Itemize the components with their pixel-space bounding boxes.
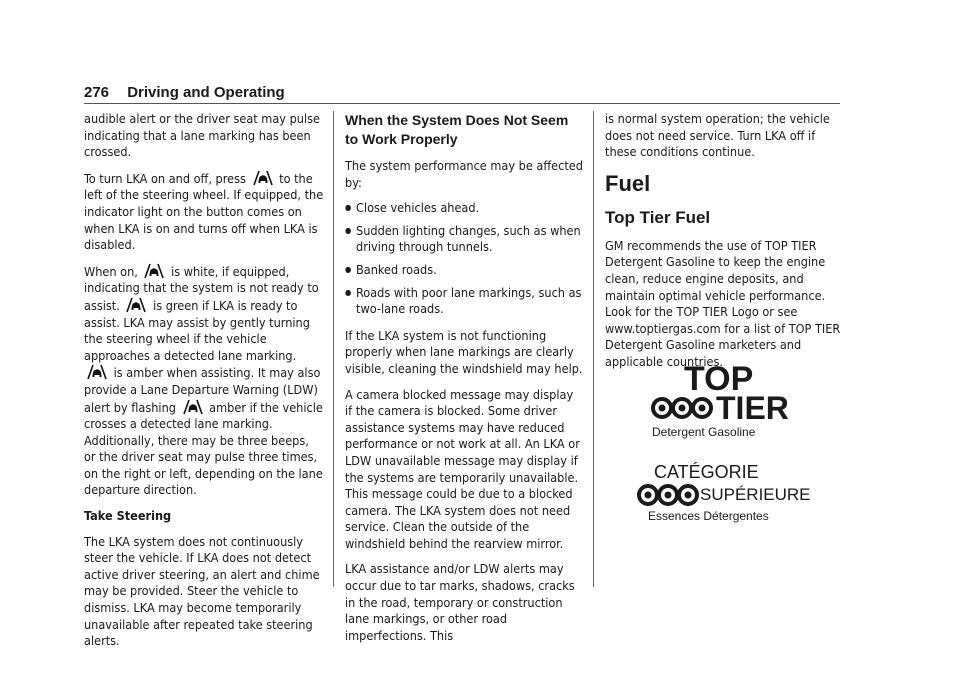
section-heading: When the System Does Not Seem to Work Properly [345, 112, 569, 147]
text: is amber when assisting. It may also provide a Lane Departure Warning (LDW) alert by flashing [84, 365, 321, 415]
logo-top: TOP [684, 360, 754, 398]
section-title: Driving and Operating [127, 84, 285, 101]
column-divider [593, 111, 594, 587]
page-number: 276 [84, 84, 110, 101]
subheading: Take Steering [84, 508, 172, 524]
paragraph: If the LKA system is not functioning properly when lane markings are clearly visible, cleaning the windshield may help. [345, 327, 583, 376]
list-item: ● Sudden lighting changes, such as when driving through tunnels. [345, 223, 583, 256]
header-rule [84, 103, 840, 104]
column-3 [605, 111, 841, 380]
paragraph: A camera blocked message may display if the camera is blocked. Some driver assistance systems may have reduced performance or not work at all. An LKA or LDW unavailable message may display if the systems are temporarily unavailable. This message could be due to a blocked camera. The LKA system does not need service. Clean the outside of the windshield behind the rearview mirror. [345, 386, 580, 551]
text: When on, [84, 263, 138, 279]
paragraph: The LKA system does not continuously steer the vehicle. If LKA does not detect active driver steering, an alert and chime may be provided. Steer the vehicle to dismiss. LKA may become temporarily unavailable after repeated take steering alerts. [84, 533, 320, 649]
text: is green if LKA is ready to assist. LKA may assist by gently turning the steering wheel if the vehicle approaches a detected lane marking. [84, 297, 310, 363]
paragraph: is normal system operation; the vehicle does not need service. Turn LKA off if these conditions continue. [605, 111, 830, 160]
lane-keep-assist-icon [252, 170, 274, 186]
logo-detergent: Detergent Gasoline [652, 425, 756, 439]
paragraph: The system performance may be affected by: [345, 158, 583, 190]
paragraph: audible alert or the driver seat may pulse indicating that a lane marking has been crossed. [84, 111, 320, 160]
top-tier-logo [630, 356, 826, 536]
text: To turn LKA on and off, press [84, 170, 246, 186]
list-item: ● Banked roads. [345, 262, 583, 279]
logo-tier: TIER [716, 390, 789, 426]
text: to the left of the steering wheel. If equipped, the indicator light on the button comes on when LKA is on and turns off when LKA is disabled. [84, 170, 324, 253]
paragraph [84, 170, 324, 254]
paragraph [84, 263, 324, 499]
logo-categorie: CATÉGORIE [654, 462, 759, 482]
paragraph: LKA assistance and/or LDW alerts may occur due to tar marks, shadows, cracks in the road, temporary or construction lane markings, or other road imperfections. This [345, 561, 575, 643]
text: amber if the vehicle crosses a detected lane marking. Additionally, there may be three beeps, or the driver seat may pulse three times, on the right or left, depending on the lane departure direction. [84, 399, 323, 498]
lane-keep-assist-icon [86, 364, 108, 380]
bullet-list [345, 200, 583, 318]
list-item: ● Close vehicles ahead. [345, 200, 583, 217]
logo-superieure: SUPÉRIEURE [700, 485, 811, 504]
list-item: ● Roads with poor lane markings, such as two-lane roads. [345, 285, 583, 318]
column-2 [345, 111, 583, 653]
column-divider [333, 111, 334, 587]
page-header [84, 84, 844, 101]
paragraph: GM recommends the use of TOP TIER Detergent Gasoline to keep the engine clean, reduce engine deposits, and maintain optimal vehicle performance. Look for the TOP TIER Logo or see www.toptiergas.com for a list of TOP TIER Detergent Gasoline marketers and applicable countries. [605, 237, 841, 369]
swirl-icon [639, 486, 697, 504]
section-heading: Top Tier Fuel [605, 207, 711, 227]
lane-keep-assist-icon [143, 263, 165, 279]
chapter-heading: Fuel [605, 170, 651, 196]
lane-keep-assist-icon [125, 297, 147, 313]
logo-essences: Essences Détergentes [648, 509, 769, 523]
text: is white, if equipped, indicating that the system is not ready to assist. [84, 263, 319, 313]
column-1 [84, 111, 324, 659]
swirl-icon [653, 399, 711, 417]
lane-keep-assist-icon [182, 399, 204, 415]
